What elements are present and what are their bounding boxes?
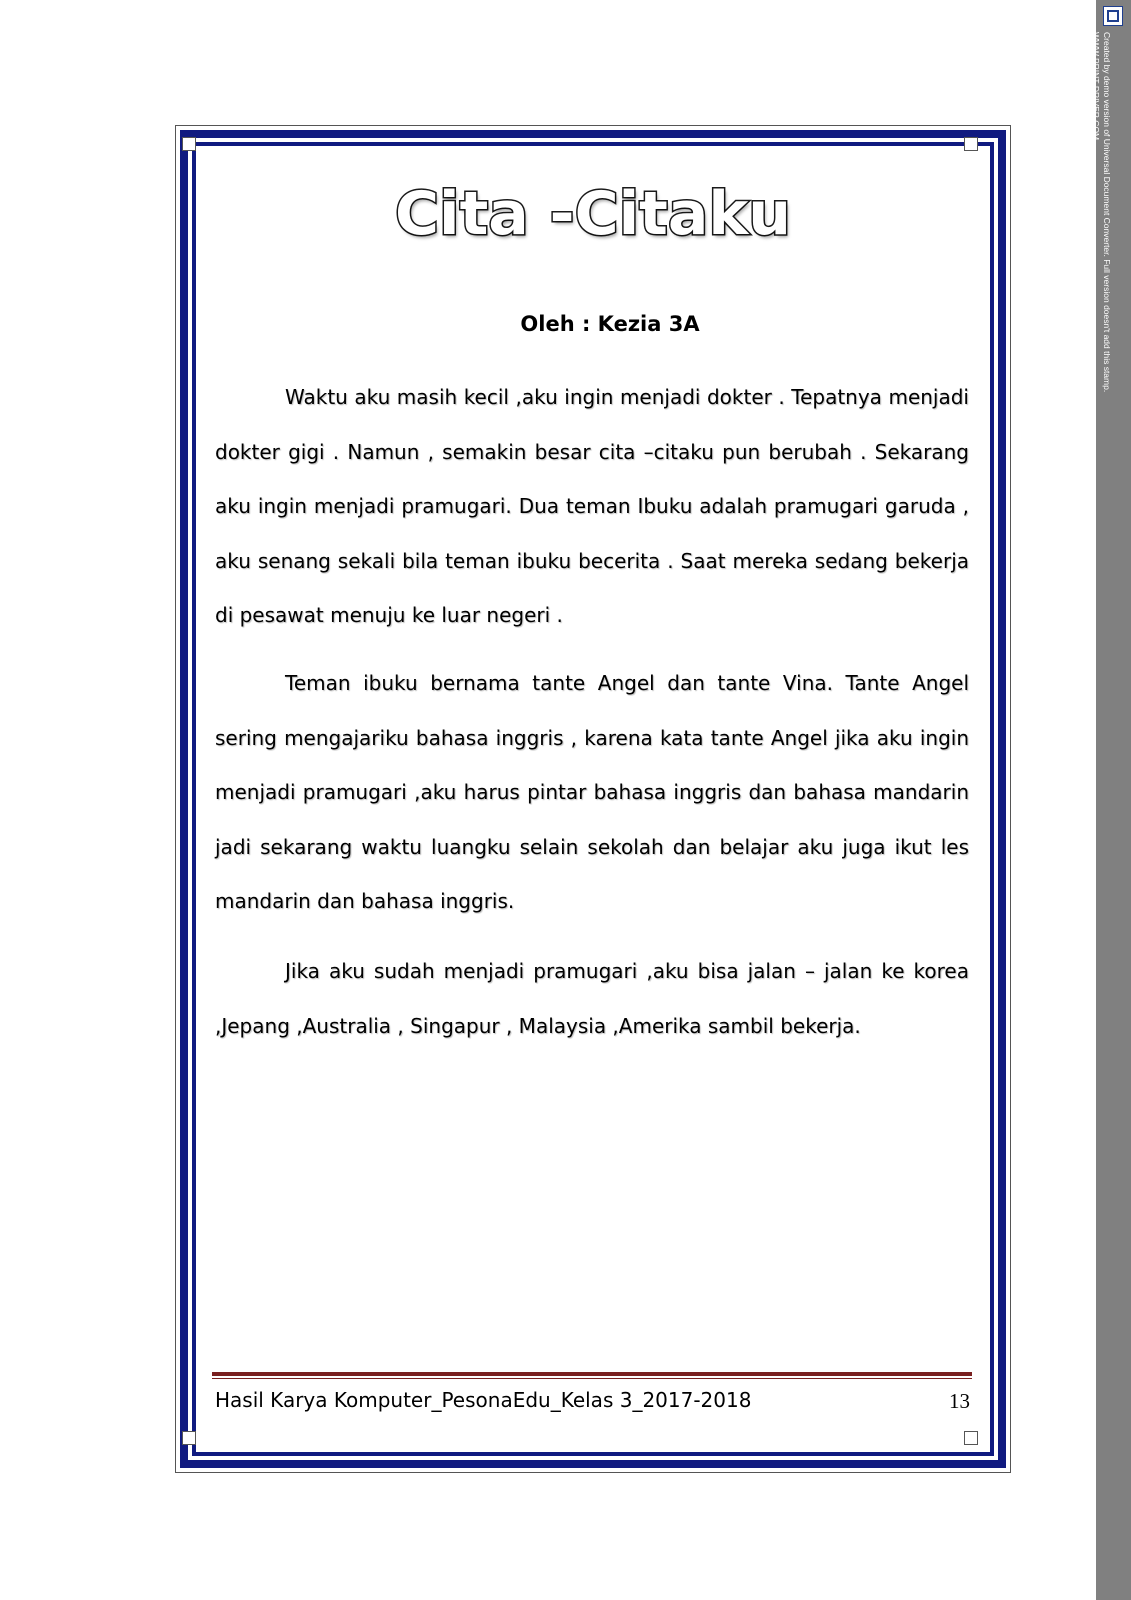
border-corner-bottom-left [182,1431,196,1445]
page-number: 13 [949,1389,970,1413]
footer-rule-thin [212,1378,972,1379]
document-title: Cita -Citaku [395,179,791,249]
border-corner-top-left [182,137,196,151]
border-corner-top-right [964,137,978,151]
document-author: Oleh : Kezia 3A [520,312,700,336]
footer-rule-thick [212,1372,972,1376]
document-converter-logo-icon [1103,6,1123,26]
footer-text: Hasil Karya Komputer_PesonaEdu_Kelas 3_2017-2018 [215,1388,752,1412]
paragraph-2: Teman ibuku bernama tante Angel dan tante Vina. Tante Angel sering mengajariku bahasa inggris , karena kata tante Angel jika aku ingin menjadi pramugari ,aku harus pintar bahasa inggris dan bahasa mandarin jadi sekarang waktu luangku selain sekolah dan belajar aku juga ikut les mandarin dan bahasa inggris. [215,671,969,913]
stamp-line-1: Created by demo version of Universal Document Converter. Full version doesn't add this stamp. [1102,32,1112,393]
converter-stamp-text [1090,32,1112,412]
paragraph-1: Waktu aku masih kecil ,aku ingin menjadi dokter . Tepatnya menjadi dokter gigi . Namun , semakin besar cita –citaku pun berubah . Sekarang aku ingin menjadi pramugari. Dua teman Ibuku adalah pramugari garuda , aku senang sekali bila teman ibuku becerita . Saat mereka sedang bekerja di pesawat menuju ke luar negeri . [215,385,969,627]
stamp-line-2: WWW.PRINT-DRIVER.COM [1091,32,1101,141]
paragraph-3: Jika aku sudah menjadi pramugari ,aku bisa jalan – jalan ke korea ,Jepang ,Australia , Singapur , Malaysia ,Amerika sambil bekerja. [215,959,969,1038]
border-corner-bottom-right [964,1431,978,1445]
